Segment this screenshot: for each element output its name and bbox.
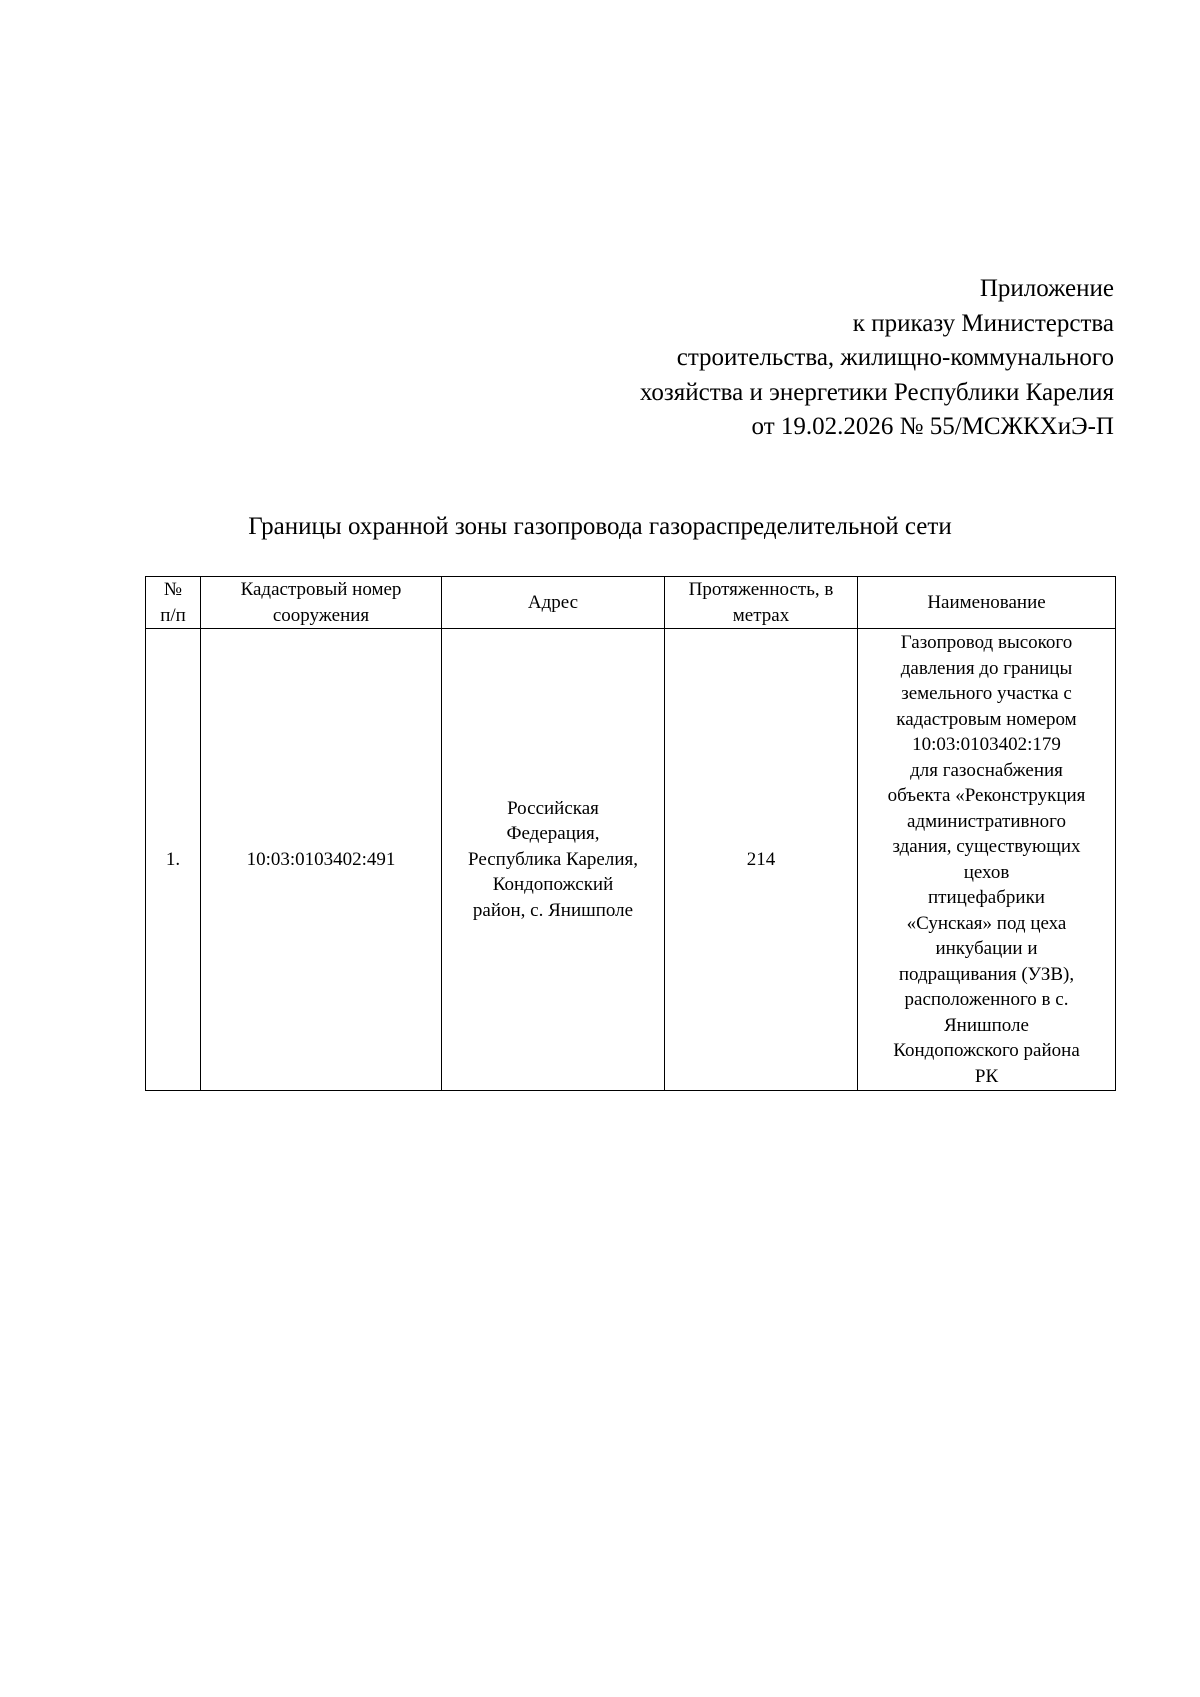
document-title: Границы охранной зоны газопровода газораспределительной сети [248, 513, 952, 540]
name-line: объекта «Реконструкция [887, 785, 1086, 806]
header-num [146, 577, 201, 629]
address-line: Российская [507, 797, 599, 819]
name-line: Газопровод высокого [900, 632, 1073, 653]
address-line: Федерация, [506, 823, 600, 845]
header-name [858, 577, 1116, 629]
name-line: Кондопожского района [893, 1040, 1080, 1061]
cell-length: 214 [665, 629, 858, 1091]
header-cadastral-line: сооружения [272, 604, 370, 626]
header-cadastral [201, 577, 442, 629]
name-line: для газоснабжения [910, 759, 1063, 781]
address-line: район, с. Янишполе [472, 899, 634, 921]
header-length-line: Протяженность, в [688, 579, 834, 600]
appendix-line: строительства, жилищно-коммунального [676, 344, 1114, 371]
appendix-line: Приложение [979, 275, 1114, 302]
appendix-order-number: от 19.02.2026 № 55/МСЖКХиЭ-П [751, 413, 1114, 440]
name-line: здания, существующих [892, 836, 1081, 857]
name-line: давления до границы [900, 657, 1073, 679]
appendix-line: хозяйства и энергетики Республики Карелия [639, 378, 1114, 406]
name-line: «Сунская» под цеха [906, 912, 1067, 934]
name-line: 10:03:0103402:179 [912, 734, 1061, 755]
name-line: Янишполе [944, 1014, 1029, 1036]
header-address-line: Адрес [527, 591, 579, 613]
name-line: цехов [963, 861, 1010, 883]
header-name-line: Наименование [927, 591, 1046, 613]
name-line: подращивания (УЗВ), [898, 963, 1075, 985]
cell-cadastral: 10:03:0103402:491 [201, 629, 442, 1091]
header-length [665, 577, 858, 629]
address-line: Кондопожский [492, 874, 614, 896]
table-header-row [146, 577, 1116, 629]
name-line: птицефабрики [928, 887, 1045, 908]
protection-zone-table [145, 576, 1116, 1091]
name-line: расположенного в с. [904, 989, 1069, 1010]
cell-name [858, 629, 1116, 1091]
table-row [146, 629, 1116, 1091]
name-line: административного [907, 810, 1066, 832]
name-line: земельного участка с [901, 683, 1072, 704]
name-line: кадастровым номером [896, 708, 1077, 730]
name-line: инкубации и [935, 938, 1038, 959]
header-cadastral-line: Кадастровый номер [240, 579, 402, 600]
name-line: РК [974, 1065, 999, 1087]
header-address [442, 577, 665, 629]
header-length-line: метрах [732, 604, 790, 626]
appendix-line: к приказу Министерства [852, 309, 1114, 337]
header-num-line: № [163, 579, 183, 600]
cell-address [442, 629, 665, 1091]
address-line: Республика Карелия, [468, 848, 638, 870]
appendix-header [640, 272, 1114, 445]
header-num-line: п/п [160, 604, 186, 626]
cell-num: 1. [146, 629, 201, 1091]
